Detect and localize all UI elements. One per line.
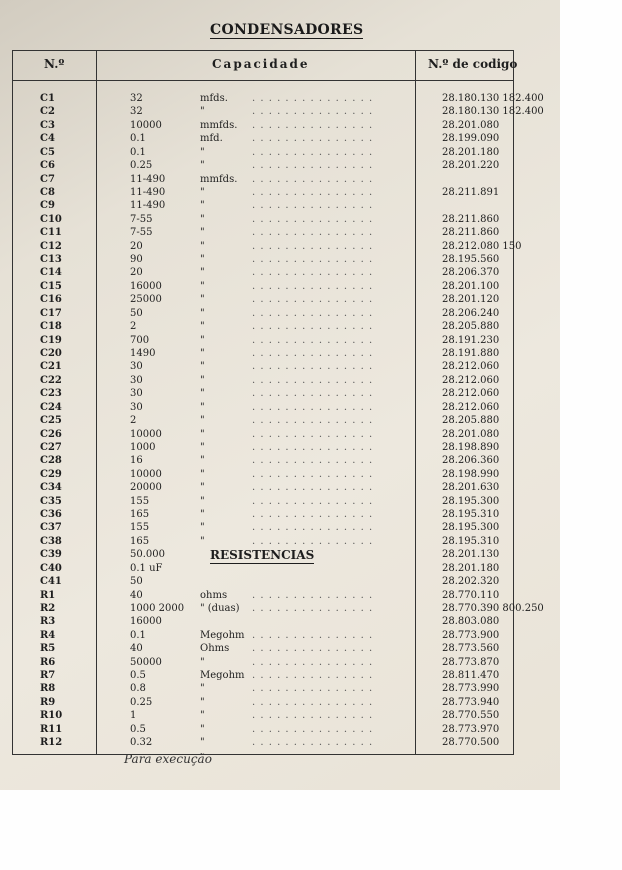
- part-code: 28.180.130 182.400: [442, 106, 544, 118]
- part-code: 28.180.130 182.400: [442, 93, 544, 104]
- component-value: 40: [130, 589, 143, 601]
- section-resistors: RESISTENCIAS: [210, 548, 315, 562]
- header-number: N.º: [44, 57, 65, 71]
- component-value: 0.8: [130, 683, 146, 695]
- component-unit: ": [200, 415, 205, 427]
- component-ref: C28: [40, 455, 62, 467]
- component-value: 0.5: [130, 670, 146, 682]
- component-unit: ": [200, 710, 205, 722]
- component-unit: ": [200, 737, 205, 749]
- table-row: [12, 602, 544, 615]
- table-row: [12, 280, 512, 293]
- component-value: 30: [130, 361, 143, 373]
- part-code: 28.773.900: [442, 629, 500, 641]
- leader-dots: . . . . . . . . . . . . . . .: [252, 307, 374, 319]
- leader-dots: . . . . . . . . . . . . . . .: [252, 119, 374, 131]
- component-value: 0.5: [130, 723, 146, 735]
- table-row: [12, 642, 512, 655]
- part-code: 28.212.060: [442, 401, 500, 413]
- component-unit: Megohm: [200, 670, 245, 682]
- component-unit: ": [200, 200, 205, 212]
- page-title: CONDENSADORES: [210, 22, 364, 38]
- part-code: 28.201.630: [442, 482, 500, 494]
- component-value: 40: [130, 643, 143, 655]
- component-value: 1490: [130, 347, 156, 359]
- part-code: 28.212.080 150: [442, 240, 522, 252]
- component-value: 165: [130, 509, 150, 521]
- component-ref: R12: [40, 737, 63, 749]
- component-ref: C24: [40, 401, 62, 413]
- table-row: [12, 401, 512, 414]
- component-unit: mmfds.: [200, 173, 238, 185]
- part-code: 28.205.880: [442, 415, 500, 427]
- part-code: 28.195.300: [442, 495, 500, 507]
- part-code: 28.206.240: [442, 307, 500, 319]
- component-ref: R8: [40, 683, 56, 695]
- leader-dots: . . . . . . . . . . . . . . .: [252, 106, 374, 118]
- component-ref: C7: [40, 173, 55, 185]
- table-row: [12, 656, 512, 669]
- component-ref: C40: [40, 562, 62, 574]
- component-value: 90: [130, 254, 143, 266]
- component-ref: C6: [40, 160, 55, 172]
- leader-dots: . . . . . . . . . . . . . . .: [252, 683, 374, 695]
- component-unit: ": [200, 280, 205, 292]
- component-unit: ": [200, 347, 205, 359]
- table-row: [12, 414, 512, 427]
- table-row: [12, 709, 512, 722]
- component-value: 20000: [130, 482, 162, 494]
- component-ref: C23: [40, 388, 62, 400]
- table-row: [12, 266, 512, 279]
- leader-dots: . . . . . . . . . . . . . . .: [252, 495, 374, 507]
- component-value: 11-490: [130, 186, 166, 198]
- header-divider: [12, 80, 514, 81]
- table-row: [12, 521, 512, 534]
- leader-dots: . . . . . . . . . . . . . . .: [252, 267, 374, 279]
- component-unit: ": [200, 683, 205, 695]
- leader-dots: . . . . . . . . . . . . . . .: [252, 160, 374, 172]
- part-code: 28.191.230: [442, 334, 500, 346]
- component-value: 2: [130, 321, 137, 333]
- part-code: 28.770.110: [442, 589, 500, 601]
- component-unit: mfd.: [200, 133, 223, 145]
- leader-dots: . . . . . . . . . . . . . . .: [252, 482, 374, 494]
- component-value: 7-55: [130, 213, 153, 225]
- component-unit: mfds.: [200, 93, 228, 104]
- component-value: 7-55: [130, 227, 153, 239]
- table-row: [12, 454, 512, 467]
- table-row: [12, 736, 512, 749]
- component-value: 155: [130, 522, 150, 534]
- component-ref: C8: [40, 186, 55, 198]
- part-code: 28.198.990: [442, 468, 500, 480]
- leader-dots: . . . . . . . . . . . . . . .: [252, 535, 374, 547]
- component-unit: ": [200, 106, 205, 118]
- component-ref: C1: [40, 93, 55, 104]
- component-unit: ohms: [200, 589, 228, 601]
- table-row: [12, 132, 512, 145]
- part-code: 28.770.500: [442, 737, 500, 749]
- component-value: 11-490: [130, 200, 166, 212]
- component-value: 0.1: [130, 146, 146, 158]
- component-ref: R6: [40, 656, 56, 668]
- leader-dots: . . . . . . . . . . . . . . .: [252, 428, 374, 440]
- component-value: 1: [130, 710, 137, 722]
- part-code: 28.770.550: [442, 710, 500, 722]
- component-ref: R5: [40, 643, 56, 655]
- leader-dots: . . . . . . . . . . . . . . .: [252, 455, 374, 467]
- component-unit: ": [200, 240, 205, 252]
- component-value: 0.1 uF: [130, 562, 163, 574]
- component-unit: ": [200, 146, 205, 158]
- component-unit: ": [200, 401, 205, 413]
- part-code: 28.211.860: [442, 227, 500, 239]
- component-ref: C34: [40, 482, 62, 494]
- component-ref: C2: [40, 106, 55, 118]
- leader-dots: . . . . . . . . . . . . . . .: [252, 710, 374, 722]
- component-ref: R11: [40, 723, 63, 735]
- component-unit: ": [200, 495, 205, 507]
- component-ref: C37: [40, 522, 62, 534]
- leader-dots: . . . . . . . . . . . . . . .: [252, 415, 374, 427]
- component-value: 11-490: [130, 173, 166, 185]
- leader-dots: . . . . . . . . . . . . . . .: [252, 388, 374, 400]
- leader-dots: . . . . . . . . . . . . . . .: [252, 347, 374, 359]
- component-unit: mmfds.: [200, 119, 238, 131]
- part-code: 28.201.080: [442, 119, 500, 131]
- part-code: 28.212.060: [442, 374, 500, 386]
- part-code: 28.811.470: [442, 670, 500, 682]
- component-ref: C19: [40, 334, 62, 346]
- component-value: 25000: [130, 294, 162, 306]
- component-unit: ": [200, 522, 205, 534]
- component-value: 0.32: [130, 737, 153, 749]
- component-ref: C5: [40, 146, 55, 158]
- component-value: 0.1: [130, 629, 146, 641]
- component-ref: C26: [40, 428, 62, 440]
- part-code: 28.195.310: [442, 509, 500, 521]
- table-row: [12, 468, 512, 481]
- part-code: 28.212.060: [442, 361, 500, 373]
- component-ref: C11: [40, 227, 62, 239]
- part-code: 28.201.080: [442, 428, 500, 440]
- component-unit: ": [200, 723, 205, 735]
- component-ref: C27: [40, 441, 62, 453]
- leader-dots: . . . . . . . . . . . . . . .: [252, 334, 374, 346]
- table-row: [12, 105, 544, 118]
- leader-dots: . . . . . . . . . . . . . . .: [252, 280, 374, 292]
- part-code: 28.201.130: [442, 549, 500, 561]
- component-value: 16000: [130, 616, 162, 628]
- leader-dots: . . . . . . . . . . . . . . .: [252, 602, 374, 614]
- leader-dots: . . . . . . . . . . . . . . .: [252, 200, 374, 212]
- part-code: 28.205.880: [442, 321, 500, 333]
- component-unit: " (duas): [200, 602, 240, 614]
- component-ref: C4: [40, 133, 55, 145]
- leader-dots: . . . . . . . . . . . . . . .: [252, 696, 374, 708]
- leader-dots: . . . . . . . . . . . . . . .: [252, 401, 374, 413]
- table-row: [12, 186, 512, 199]
- component-ref: C10: [40, 213, 62, 225]
- component-ref: R9: [40, 696, 56, 708]
- leader-dots: . . . . . . . . . . . . . . .: [252, 737, 374, 749]
- component-ref: R1: [40, 589, 56, 601]
- component-unit: ": [200, 509, 205, 521]
- part-code: 28.195.560: [442, 254, 500, 266]
- component-unit: ": [200, 213, 205, 225]
- component-value: 10000: [130, 428, 162, 440]
- component-ref: C39: [40, 549, 62, 561]
- part-code: 28.770.390 800.250: [442, 602, 544, 614]
- component-ref: C14: [40, 267, 62, 279]
- table-row: [12, 723, 512, 736]
- table-row: [12, 387, 512, 400]
- leader-dots: . . . . . . . . . . . . . . .: [252, 656, 374, 668]
- part-code: 28.206.370: [442, 267, 500, 279]
- component-ref: C12: [40, 240, 62, 252]
- component-value: 155: [130, 495, 150, 507]
- component-unit: ": [200, 186, 205, 198]
- component-unit: ": [200, 696, 205, 708]
- part-code: 28.201.220: [442, 160, 500, 172]
- part-code: 28.773.940: [442, 696, 500, 708]
- leader-dots: . . . . . . . . . . . . . . .: [252, 133, 374, 145]
- table-row: [12, 508, 512, 521]
- table-row: [12, 481, 512, 494]
- part-code: 28.206.360: [442, 455, 500, 467]
- table-row: [12, 535, 512, 548]
- table-row: [12, 307, 512, 320]
- component-value: 32: [130, 106, 143, 118]
- component-value: 1000: [130, 441, 156, 453]
- table-row: [12, 173, 512, 186]
- leader-dots: . . . . . . . . . . . . . . .: [252, 227, 374, 239]
- component-ref: C22: [40, 374, 62, 386]
- leader-dots: . . . . . . . . . . . . . . .: [252, 213, 374, 225]
- table-row: [12, 589, 512, 602]
- leader-dots: . . . . . . . . . . . . . . .: [252, 522, 374, 534]
- part-code: 28.773.560: [442, 643, 500, 655]
- component-ref: C18: [40, 321, 62, 333]
- component-unit: ": [200, 428, 205, 440]
- component-ref: C16: [40, 294, 62, 306]
- leader-dots: . . . . . . . . . . . . . . .: [252, 93, 374, 104]
- table-row: [12, 119, 512, 132]
- part-code: 28.202.320: [442, 576, 500, 588]
- table-row: [12, 347, 512, 360]
- table-row: [12, 615, 512, 628]
- component-unit: ": [200, 455, 205, 467]
- part-code: 28.212.060: [442, 388, 500, 400]
- part-code: 28.199.090: [442, 133, 500, 145]
- table-row: [12, 360, 512, 373]
- part-code: 28.195.310: [442, 535, 500, 547]
- leader-dots: . . . . . . . . . . . . . . .: [252, 240, 374, 252]
- component-unit: ": [200, 374, 205, 386]
- leader-dots: . . . . . . . . . . . . . . .: [252, 670, 374, 682]
- component-ref: R10: [40, 710, 63, 722]
- component-ref: C38: [40, 535, 62, 547]
- table-row: [12, 629, 512, 642]
- leader-dots: . . . . . . . . . . . . . . .: [252, 589, 374, 601]
- component-ref: R7: [40, 670, 56, 682]
- part-code: 28.191.880: [442, 347, 500, 359]
- leader-dots: . . . . . . . . . . . . . . .: [252, 321, 374, 333]
- component-ref: C20: [40, 347, 62, 359]
- table-row: [12, 213, 512, 226]
- component-ref: R4: [40, 629, 56, 641]
- table-row: [12, 428, 512, 441]
- leader-dots: . . . . . . . . . . . . . . .: [252, 294, 374, 306]
- component-unit: ": [200, 468, 205, 480]
- table-row: [12, 293, 512, 306]
- component-unit: ": [200, 294, 205, 306]
- component-value: 2: [130, 415, 137, 427]
- component-ref: C25: [40, 415, 62, 427]
- component-ref: C35: [40, 495, 62, 507]
- component-unit: ": [200, 482, 205, 494]
- component-unit: ": [200, 361, 205, 373]
- component-ref: C36: [40, 509, 62, 521]
- part-code: 28.773.990: [442, 683, 500, 695]
- component-unit: ": [200, 321, 205, 333]
- header-code: N.º de codigo: [428, 57, 518, 71]
- part-code: 28.773.870: [442, 656, 500, 668]
- table-row: [12, 240, 522, 253]
- leader-dots: . . . . . . . . . . . . . . .: [252, 186, 374, 198]
- part-code: 28.198.890: [442, 441, 500, 453]
- part-code: 28.201.100: [442, 280, 500, 292]
- component-value: 30: [130, 374, 143, 386]
- component-value: 50.000: [130, 549, 165, 561]
- leader-dots: . . . . . . . . . . . . . . .: [252, 254, 374, 266]
- component-value: 16: [130, 455, 143, 467]
- component-value: 30: [130, 388, 143, 400]
- component-value: 20: [130, 267, 143, 279]
- component-unit: ": [200, 227, 205, 239]
- component-unit: ": [200, 307, 205, 319]
- part-code: 28.201.180: [442, 146, 500, 158]
- component-value: 16000: [130, 280, 162, 292]
- component-value: 50000: [130, 656, 162, 668]
- table-row: [12, 159, 512, 172]
- component-unit: ": [200, 254, 205, 266]
- component-ref: R3: [40, 616, 56, 628]
- component-unit: ": [200, 535, 205, 547]
- part-code: 28.201.180: [442, 562, 500, 574]
- leader-dots: . . . . . . . . . . . . . . .: [252, 361, 374, 373]
- component-value: 32: [130, 93, 143, 104]
- table-row: [12, 253, 512, 266]
- component-value: 50: [130, 307, 143, 319]
- table-row: [12, 682, 512, 695]
- header-capacity: Capacidade: [212, 57, 310, 71]
- table-row: [12, 669, 512, 682]
- leader-dots: . . . . . . . . . . . . . . .: [252, 374, 374, 386]
- part-code: 28.195.300: [442, 522, 500, 534]
- component-unit: Ohms: [200, 643, 230, 655]
- component-value: 50: [130, 576, 143, 588]
- part-code: 28.211.891: [442, 186, 500, 198]
- component-unit: ": [200, 334, 205, 346]
- component-value: 0.1: [130, 133, 146, 145]
- leader-dots: . . . . . . . . . . . . . . .: [252, 643, 374, 655]
- component-ref: C17: [40, 307, 62, 319]
- component-unit: Megohm: [200, 629, 245, 641]
- component-unit: ": [200, 441, 205, 453]
- component-value: 0.25: [130, 160, 153, 172]
- component-ref: C3: [40, 119, 55, 131]
- table-row: [12, 334, 512, 347]
- part-code: 28.211.860: [442, 213, 500, 225]
- component-ref: C21: [40, 361, 62, 373]
- component-ref: C41: [40, 576, 62, 588]
- component-value: 10000: [130, 119, 162, 131]
- component-value: 10000: [130, 468, 162, 480]
- component-value: 0.25: [130, 696, 153, 708]
- component-value: 20: [130, 240, 143, 252]
- table-row: [12, 441, 512, 454]
- component-ref: C15: [40, 280, 62, 292]
- table-row: [12, 374, 512, 387]
- table-row: [12, 199, 512, 212]
- table-row: [12, 495, 512, 508]
- component-unit: ": [200, 267, 205, 279]
- leader-dots: . . . . . . . . . . . . . . .: [252, 146, 374, 158]
- leader-dots: . . . . . . . . . . . . . . .: [252, 629, 374, 641]
- part-code: 28.773.970: [442, 723, 500, 735]
- table-row: [12, 226, 512, 239]
- table-row: [12, 320, 512, 333]
- component-unit: ": [200, 160, 205, 172]
- leader-dots: . . . . . . . . . . . . . . .: [252, 173, 374, 185]
- component-value: 30: [130, 401, 143, 413]
- part-code: 28.803.080: [442, 616, 500, 628]
- handwritten-note: Para execução: [124, 752, 212, 766]
- part-code: 28.201.120: [442, 294, 500, 306]
- component-ref: C29: [40, 468, 62, 480]
- component-value: 165: [130, 535, 150, 547]
- component-unit: ": [200, 656, 205, 668]
- component-ref: C13: [40, 254, 62, 266]
- table-row: [12, 696, 512, 709]
- component-ref: C9: [40, 200, 55, 212]
- leader-dots: . . . . . . . . . . . . . . .: [252, 509, 374, 521]
- leader-dots: . . . . . . . . . . . . . . .: [252, 441, 374, 453]
- table-row: [12, 146, 512, 159]
- table-row: [12, 92, 544, 105]
- leader-dots: . . . . . . . . . . . . . . .: [252, 723, 374, 735]
- table-row: [12, 575, 512, 588]
- component-ref: R2: [40, 602, 56, 614]
- component-value: 700: [130, 334, 150, 346]
- leader-dots: . . . . . . . . . . . . . . .: [252, 468, 374, 480]
- component-value: 1000 2000: [130, 602, 185, 614]
- component-unit: ": [200, 388, 205, 400]
